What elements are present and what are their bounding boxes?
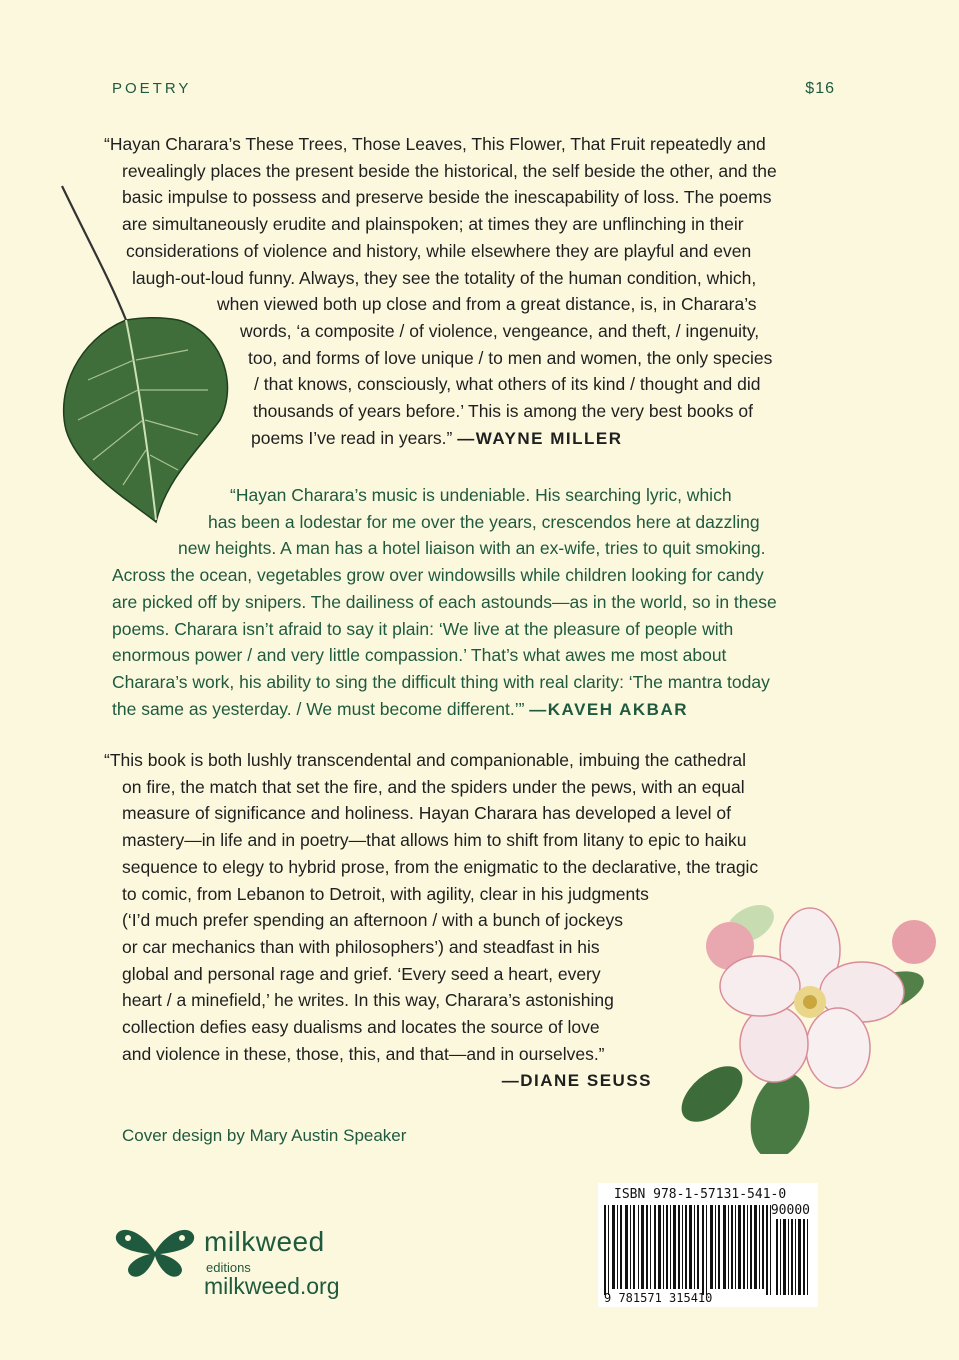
blurb-line: thousands of years before.’ This is among the very best books of xyxy=(253,401,753,422)
isbn-label: ISBN 978-1-57131-541-0 xyxy=(614,1187,787,1202)
price-label: $16 xyxy=(805,80,835,97)
blurb-line: enormous power / and very little compassion.’ That’s what awes me most about xyxy=(112,645,727,666)
barcode-bars xyxy=(598,1183,818,1307)
category-label: POETRY xyxy=(112,80,192,97)
blurb-line: has been a lodestar for me over the years, crescendos here at dazzling xyxy=(208,511,760,532)
blurb-line: “Hayan Charara’s These Trees, Those Leaves, This Flower, That Fruit repeatedly and xyxy=(104,134,766,154)
blurb-line: are picked off by snipers. The dailiness of each astounds—as in the world, so in these xyxy=(112,591,777,612)
blurb-line: too, and forms of love unique / to men and women, the only species xyxy=(248,347,773,368)
blurb-line: “This book is both lushly transcendental and companionable, imbuing the cathedral xyxy=(104,750,747,770)
isbn-barcode xyxy=(598,1183,818,1307)
blurb-line: poems I’ve read in years.” xyxy=(251,427,453,448)
blurb-line: basic impulse to possess and preserve beside the inescapability of loss. The poems xyxy=(122,187,772,208)
publisher-imprint: editions xyxy=(206,1260,251,1275)
attribution-kaveh-akbar: —KAVEH AKBAR xyxy=(529,699,689,719)
apple-blossom-illustration xyxy=(652,884,948,1154)
butterfly-icon xyxy=(112,1222,198,1282)
blurb-line: mastery—in life and in poetry—that allows him to shift from litany to epic to haiku xyxy=(122,830,747,851)
blurb-wayne-miller xyxy=(104,131,836,452)
barcode-number: 9 781571 315410 xyxy=(604,1291,713,1305)
publisher-url: milkweed.org xyxy=(204,1273,340,1299)
publisher-name: milkweed xyxy=(204,1226,325,1257)
blurb-line: Across the ocean, vegetables grow over windowsills while children looking for candy xyxy=(112,565,764,586)
blurb-line: are simultaneously erudite and plainspoken; at times they are unflinching in their xyxy=(122,214,744,235)
attribution-wayne-miller: —WAYNE MILLER xyxy=(457,428,623,448)
blurb-line: to comic, from Lebanon to Detroit, with agility, clear in his judgments xyxy=(122,883,649,904)
blurb-line: the same as yesterday. / We must become different.’” xyxy=(112,698,525,719)
blurb-line: words, ‘a composite / of violence, vengeance, and theft, / ingenuity, xyxy=(240,320,760,341)
blurb-line: Charara’s work, his ability to sing the difficult thing with real clarity: ‘The mantra today xyxy=(112,671,770,692)
blurb-line: heart / a minefield,’ he writes. In this way, Charara’s astonishing xyxy=(122,990,614,1011)
blurb-line: “Hayan Charara’s music is undeniable. His searching lyric, which xyxy=(230,485,732,505)
blurb-line: and violence in these, those, this, and that—and in ourselves.” xyxy=(122,1043,605,1064)
blurb-line: collection defies easy dualisms and locates the source of love xyxy=(122,1017,600,1038)
blurb-line: / that knows, consciously, what others of its kind / thought and did xyxy=(254,374,761,395)
price-code: 90000 xyxy=(770,1203,810,1218)
blurb-line: global and personal rage and grief. ‘Every seed a heart, every xyxy=(122,963,601,984)
blurb-line: poems. Charara isn’t afraid to say it plain: ‘We live at the pleasure of people with xyxy=(112,618,734,639)
blurb-line: considerations of violence and history, while elsewhere they are playful and even xyxy=(126,240,752,261)
blurb-line: new heights. A man has a hotel liaison with an ex-wife, tries to quit smoking. xyxy=(178,538,766,559)
cover-design-credit: Cover design by Mary Austin Speaker xyxy=(122,1126,407,1145)
blurb-line: sequence to elegy to hybrid prose, from the enigmatic to the declarative, the tragic xyxy=(122,856,759,877)
blurb-line: or car mechanics than with philosophers’) and steadfast in his xyxy=(122,936,600,957)
publisher-logo xyxy=(112,1218,362,1308)
blurb-kaveh-akbar xyxy=(112,482,836,723)
blurb-line: (‘I’d much prefer spending an afternoon / with a bunch of jockeys xyxy=(122,910,623,931)
blurb-line: revealingly places the present beside the historical, the self beside the other, and the xyxy=(122,160,777,181)
blurb-line: on fire, the match that set the fire, and the spiders under the pews, with an equal xyxy=(122,776,745,797)
blurb-line: laugh-out-loud funny. Always, they see the totality of the human condition, which, xyxy=(132,267,757,288)
blurb-line: measure of significance and holiness. Hayan Charara has developed a level of xyxy=(122,803,731,824)
blurb-line: when viewed both up close and from a great distance, is, in Charara’s xyxy=(217,294,757,315)
attribution-diane-seuss: —DIANE SEUSS xyxy=(501,1071,652,1091)
